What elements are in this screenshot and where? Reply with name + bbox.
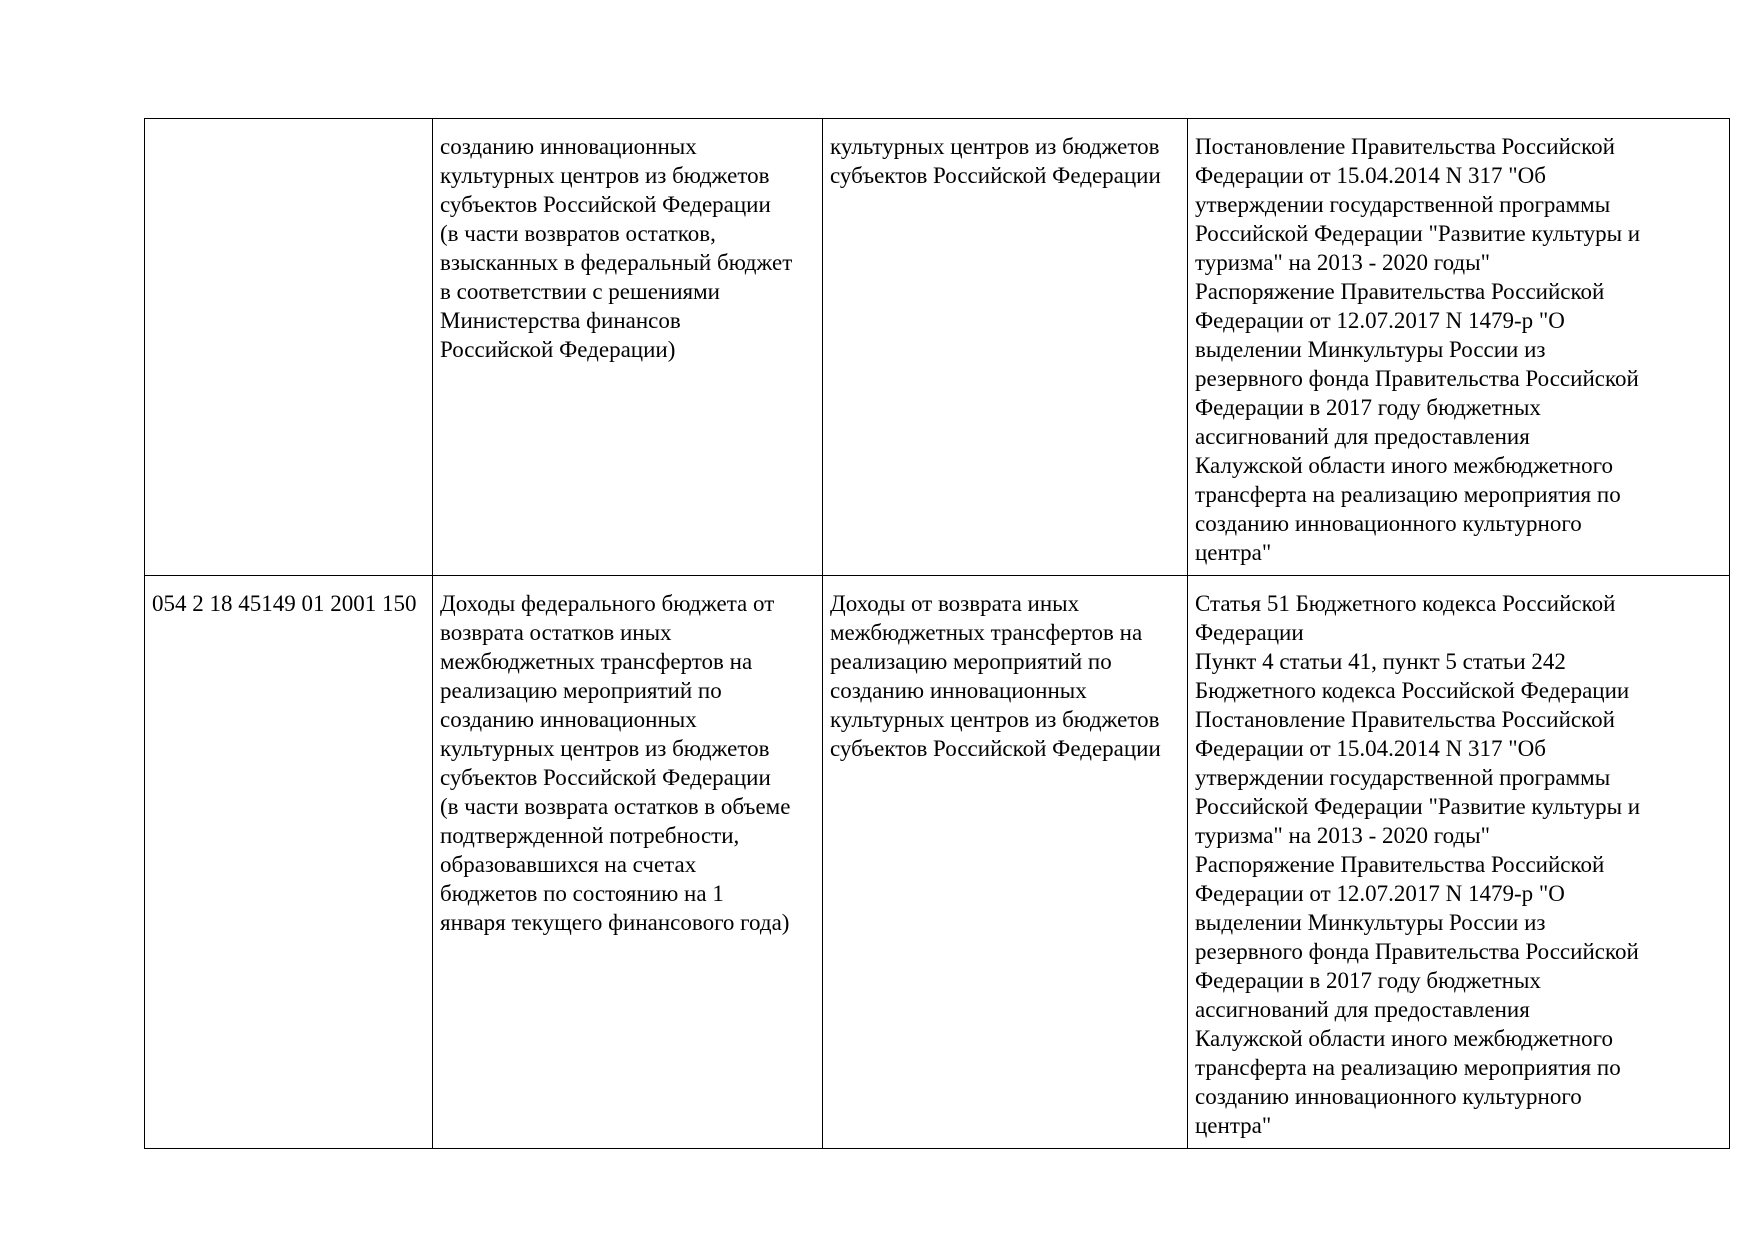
legal-basis-text xyxy=(1195,132,1724,567)
name-text xyxy=(440,589,817,937)
text-line: созданию инновационного культурного xyxy=(1195,511,1582,536)
legal-basis-cell xyxy=(1188,119,1730,576)
name-cell xyxy=(433,119,823,576)
text-line: Постановление Правительства Российской xyxy=(1195,134,1615,159)
text-line: созданию инновационных xyxy=(830,678,1087,703)
text-line: трансферта на реализацию мероприятия по xyxy=(1195,482,1621,507)
text-line: Доходы федерального бюджета от xyxy=(440,591,775,616)
text-line: созданию инновационного культурного xyxy=(1195,1084,1582,1109)
short-name-cell xyxy=(823,119,1188,576)
text-line: центра" xyxy=(1195,1113,1272,1138)
table-row xyxy=(145,576,1730,1149)
text-line: Калужской области иного межбюджетного xyxy=(1195,453,1614,478)
text-line: субъектов Российской Федерации xyxy=(440,192,771,217)
table-row xyxy=(145,119,1730,576)
text-line: ассигнований для предоставления xyxy=(1195,997,1530,1022)
budget-classification-table xyxy=(144,118,1730,1149)
text-line: Распоряжение Правительства Российской xyxy=(1195,852,1605,877)
text-line: Федерации от 15.04.2014 N 317 "Об xyxy=(1195,736,1546,761)
text-line: резервного фонда Правительства Российской xyxy=(1195,366,1639,391)
text-line: подтвержденной потребности, xyxy=(440,823,740,848)
text-line: выделении Минкультуры России из xyxy=(1195,910,1546,935)
text-line: субъектов Российской Федерации xyxy=(440,765,771,790)
text-line: реализацию мероприятий по xyxy=(830,649,1112,674)
text-line: субъектов Российской Федерации xyxy=(830,736,1161,761)
short-name-text xyxy=(830,589,1182,763)
text-line: культурных центров из бюджетов xyxy=(830,707,1160,732)
text-line: Доходы от возврата иных xyxy=(830,591,1080,616)
text-line: взысканных в федеральный бюджет xyxy=(440,250,793,275)
text-line: бюджетов по состоянию на 1 xyxy=(440,881,724,906)
text-line: выделении Минкультуры России из xyxy=(1195,337,1546,362)
text-line: созданию инновационных xyxy=(440,134,697,159)
text-line: Калужской области иного межбюджетного xyxy=(1195,1026,1614,1051)
text-line: межбюджетных трансфертов на xyxy=(830,620,1143,645)
name-cell xyxy=(433,576,823,1149)
text-line: культурных центров из бюджетов xyxy=(440,736,770,761)
text-line: в соответствии с решениями xyxy=(440,279,720,304)
text-line: Федерации в 2017 году бюджетных xyxy=(1195,968,1541,993)
text-line: Распоряжение Правительства Российской xyxy=(1195,279,1605,304)
text-line: образовавшихся на счетах xyxy=(440,852,697,877)
text-line: Пункт 4 статьи 41, пункт 5 статьи 242 xyxy=(1195,649,1566,674)
text-line: Бюджетного кодекса Российской Федерации xyxy=(1195,678,1630,703)
text-line: субъектов Российской Федерации xyxy=(830,163,1161,188)
code-cell xyxy=(145,119,433,576)
text-line: культурных центров из бюджетов xyxy=(440,163,770,188)
text-line: (в части возврата остатков в объеме xyxy=(440,794,791,819)
text-line: культурных центров из бюджетов xyxy=(830,134,1160,159)
text-line: резервного фонда Правительства Российской xyxy=(1195,939,1639,964)
legal-basis-cell xyxy=(1188,576,1730,1149)
text-line: Федерации от 15.04.2014 N 317 "Об xyxy=(1195,163,1546,188)
short-name-text xyxy=(830,132,1182,190)
text-line: Статья 51 Бюджетного кодекса Российской xyxy=(1195,591,1616,616)
text-line: реализацию мероприятий по xyxy=(440,678,722,703)
text-line: Федерации от 12.07.2017 N 1479-р "О xyxy=(1195,308,1565,333)
text-line: Российской Федерации "Развитие культуры и xyxy=(1195,794,1641,819)
text-line: Российской Федерации) xyxy=(440,337,676,362)
short-name-cell xyxy=(823,576,1188,1149)
text-line: центра" xyxy=(1195,540,1272,565)
text-line: Федерации от 12.07.2017 N 1479-р "О xyxy=(1195,881,1565,906)
text-line: возврата остатков иных xyxy=(440,620,672,645)
text-line: Федерации xyxy=(1195,620,1304,645)
text-line: утверждении государственной программы xyxy=(1195,765,1611,790)
text-line: созданию инновационных xyxy=(440,707,697,732)
text-line: утверждении государственной программы xyxy=(1195,192,1611,217)
text-line: (в части возвратов остатков, xyxy=(440,221,716,246)
text-line: туризма" на 2013 - 2020 годы" xyxy=(1195,250,1490,275)
text-line: ассигнований для предоставления xyxy=(1195,424,1530,449)
text-line: Министерства финансов xyxy=(440,308,681,333)
legal-basis-text xyxy=(1195,589,1724,1140)
text-line: января текущего финансового года) xyxy=(440,910,790,935)
text-line: туризма" на 2013 - 2020 годы" xyxy=(1195,823,1490,848)
text-line: трансферта на реализацию мероприятия по xyxy=(1195,1055,1621,1080)
name-text xyxy=(440,132,817,364)
text-line: межбюджетных трансфертов на xyxy=(440,649,753,674)
text-line: Постановление Правительства Российской xyxy=(1195,707,1615,732)
code-cell xyxy=(145,576,433,1149)
budget-code: 054 2 18 45149 01 2001 150 xyxy=(152,591,417,616)
text-line: Российской Федерации "Развитие культуры и xyxy=(1195,221,1641,246)
text-line: Федерации в 2017 году бюджетных xyxy=(1195,395,1541,420)
